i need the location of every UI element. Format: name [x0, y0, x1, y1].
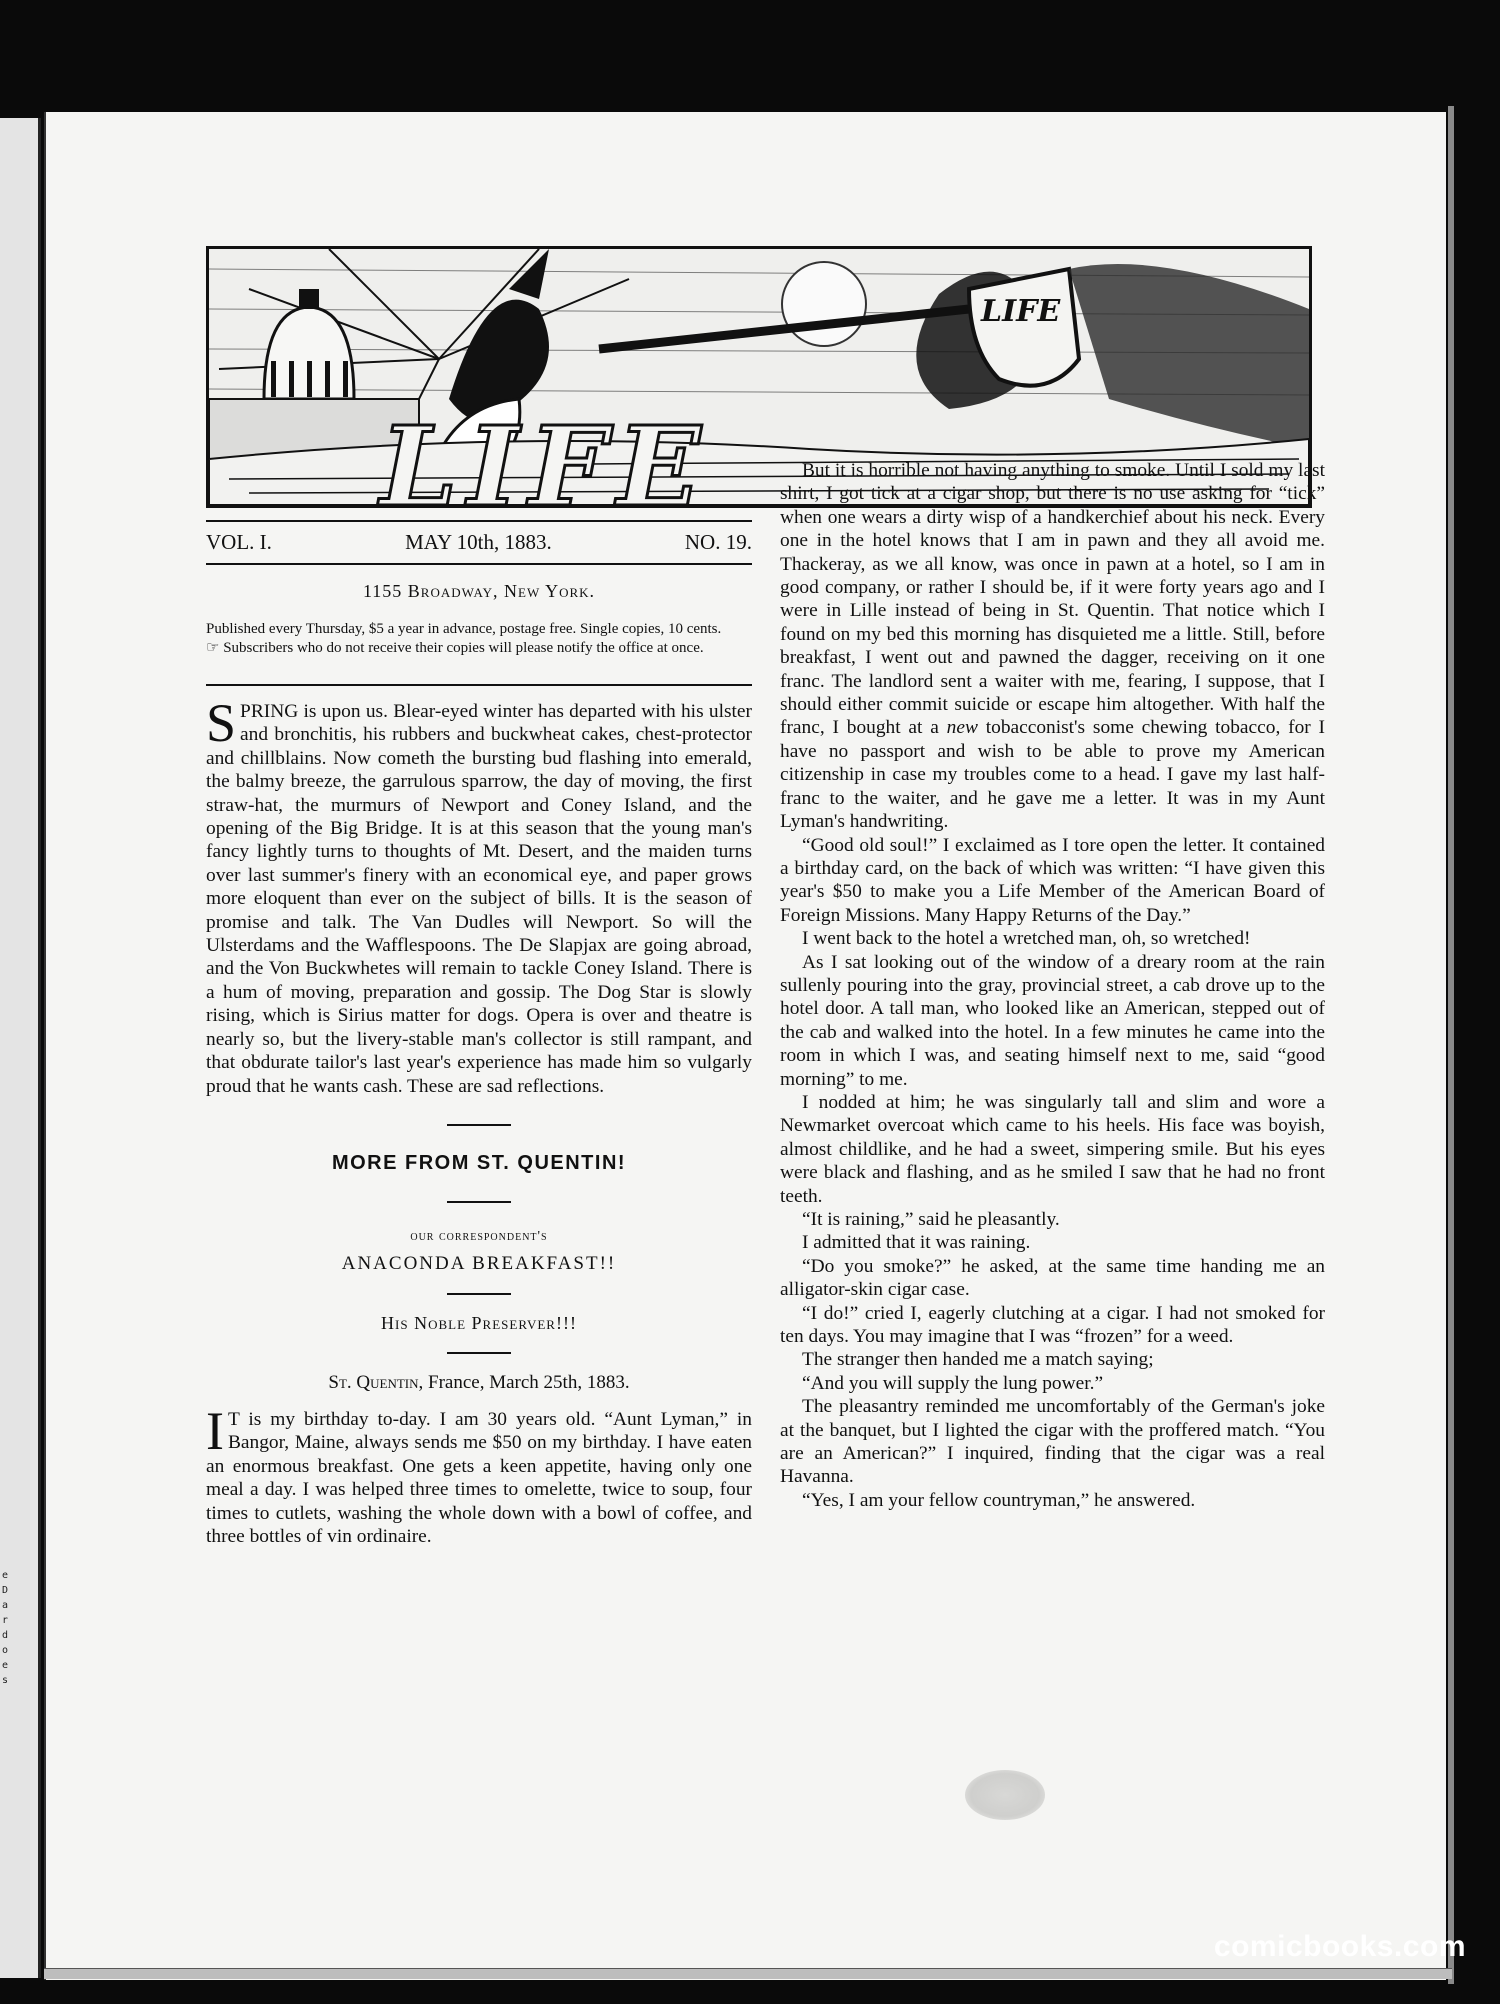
adjacent-page-letters: e D a r d o e s [2, 1570, 9, 1686]
article-paragraph: I nodded at him; he was singularly tall and slim and wore a Newmarket overcoat which came to his heels. His face was boyish, almost childlike, and he had a sweet, simpering smile. But his eyes were black and flashing, and as he smiled I saw that he had no front teeth. [780, 1091, 1325, 1207]
page-edge-bottom [44, 1968, 1452, 1979]
editorial-paragraph: SPRING is upon us. Blear-eyed winter has departed with his ulster and bronchitis, his rubbers and buckwheat cakes, chest-protector and chillblains. Now cometh the bursting bud flashing into emerald, the balmy breeze, the garrulous sparrow, the day of moving, the first straw-hat, the murmurs of Newport and Coney Island, and the opening of the Big Bridge. It is at this season that the young man's fancy lightly turns to thoughts of Mt. Desert, and the maiden turns over last summer's finery with an economical eye, and paper grows more eloquent than ever on the subject of bills. It is the season of promise and talk. The Van Dudles will Newport. So will the Ulsterdams and the Wafflespoons. The De Slapjax are going abroad, and the Von Buckwhetes will remain to tackle Coney Island. There is a hum of moving, preparation and gossip. The Dog Star is slowly rising, which is Sirius matter for dogs. Opera is over and theatre is nearly so, but the livery-stable man's collector is still rampant, and that obdurate tailor's last year's experience has made him so vulgarly proud that he wants cash. These are sad reflections. [206, 693, 752, 1097]
article-paragraph: “Do you smoke?” he asked, at the same time handing me an alligator-skin cigar case. [780, 1255, 1325, 1301]
article-paragraph: “And you will supply the lung power.” [802, 1372, 1104, 1394]
article-paragraph: The pleasantry reminded me uncomfortably of the German's joke at the banquet, but I lighted the cigar with the proffered match. “You are an American?” I inquired, finding that the cigar was a real Havanna. [780, 1396, 1325, 1488]
article-subhead: ANACONDA BREAKFAST!! [341, 1252, 617, 1274]
subscription-terms: Published every Thursday, $5 a year in advance, postage free. Single copies, 10 cents. [206, 621, 722, 637]
section-rule [206, 684, 752, 686]
volume-number: VOL. I. [206, 530, 272, 554]
editorial [206, 693, 752, 1098]
article-paragraph: But it is horrible not having anything to smoke. Until I sold my last shirt, I got tick at a cigar shop, but there is no use asking for “tick” when one wears a dirty wisp of a handkerchief about his neck. Every one in the hotel knows that I am in pawn and they all avoid me. Thackeray, as we all know, was once in pawn at a hotel, so I am in good company, or rather I should be, if it were forty years ago and I were in Lille instead of being in St. Quentin. That notice which I found on my bed this morning has disquieted me a little. Still, before breakfast, I went out and pawned the dagger, receiving on it one franc. The landlord sent a waiter with me, fearing, I suppose, that I should either commit suicide or escape him altogether. With half the franc, I bought at a new tobacconist's some chewing tobacco, for I have no passport and wish to be able to prove my American citizenship in case my troubles come to a head. I gave my last half-franc to the waiter, and he gave me a letter. It was in my Aunt Lyman's handwriting. [780, 460, 1325, 833]
article-opening [206, 1400, 752, 1548]
paper-stain [965, 1770, 1045, 1820]
subscriber-notice: ☞ Subscribers who do not receive their copies will please notify the office at once. [206, 640, 704, 656]
article-paragraph: I admitted that it was raining. [802, 1232, 1031, 1254]
divider-rule [447, 1293, 511, 1295]
shield-lettering: LIFE [981, 294, 1061, 329]
divider-rule [447, 1352, 511, 1354]
divider-rule [447, 1201, 511, 1203]
drop-cap: I [206, 1400, 224, 1461]
article-paragraph: “Good old soul!” I exclaimed as I tore open the letter. It contained a birthday card, on the back of which was written: “I have given this year's $50 to make you a Life Member of the American Board of Foreign Missions. Many Happy Returns of the Day.” [780, 834, 1325, 926]
adjacent-page-edge [0, 118, 41, 1978]
article-subhead-2: His Noble Preserver!!! [381, 1312, 577, 1333]
issue-line [206, 520, 752, 561]
issue-number: NO. 19. [684, 530, 752, 554]
article-paragraph: The stranger then handed me a match saying; [802, 1349, 1154, 1371]
drop-cap: S [206, 693, 237, 753]
article-subhead-small: our correspondent's [410, 1228, 548, 1244]
site-watermark: comicbooks.com [1213, 1930, 1466, 1963]
right-column [780, 459, 1325, 1512]
issue-rule [206, 563, 752, 565]
article-paragraph: I went back to the hotel a wretched man, oh, so wretched! [802, 928, 1251, 950]
life-logo: LIFE [380, 402, 711, 531]
article-headline: MORE FROM ST. QUENTIN! [331, 1151, 627, 1174]
article-dateline: St. Quentin, France, March 25th, 1883. [328, 1371, 630, 1393]
article-paragraph: As I sat looking out of the window of a dreary room at the rain sullenly pouring into the gray, provincial street, a cab drove up to the hotel door. A tall man, who looked like an American, stepped out of the cab and walked into the hotel. In a few minutes he came into the room in which I was, and seating himself next to me, said “good morning” to me. [780, 951, 1325, 1090]
office-address: 1155 Broadway, New York. [362, 581, 596, 601]
article-paragraph: “It is raining,” said he pleasantly. [802, 1209, 1060, 1230]
issue-date: MAY 10th, 1883. [405, 530, 552, 554]
article-paragraph: I T is my birthday to-day. I am 30 years old. “Aunt Lyman,” in Bangor, Maine, always sends me $50 on my birthday. I have eaten an enormous breakfast. One gets a keen appetite, having only one meal a day. I was helped three times to omelette, twice to soup, four times to cutlets, washing the whole down with a bowl of coffee, and three bottles of vin ordinaire. [206, 1400, 752, 1547]
divider-rule [447, 1124, 511, 1126]
article-paragraph: “I do!” cried I, eagerly clutching at a cigar. I had not smoked for ten days. You may imagine that I was “frozen” for a weed. [780, 1302, 1325, 1348]
left-column [206, 520, 752, 1548]
article-paragraph: “Yes, I am your fellow countryman,” he answered. [802, 1489, 1196, 1511]
page-edge-right [1448, 106, 1454, 1984]
publication-info [206, 620, 752, 658]
